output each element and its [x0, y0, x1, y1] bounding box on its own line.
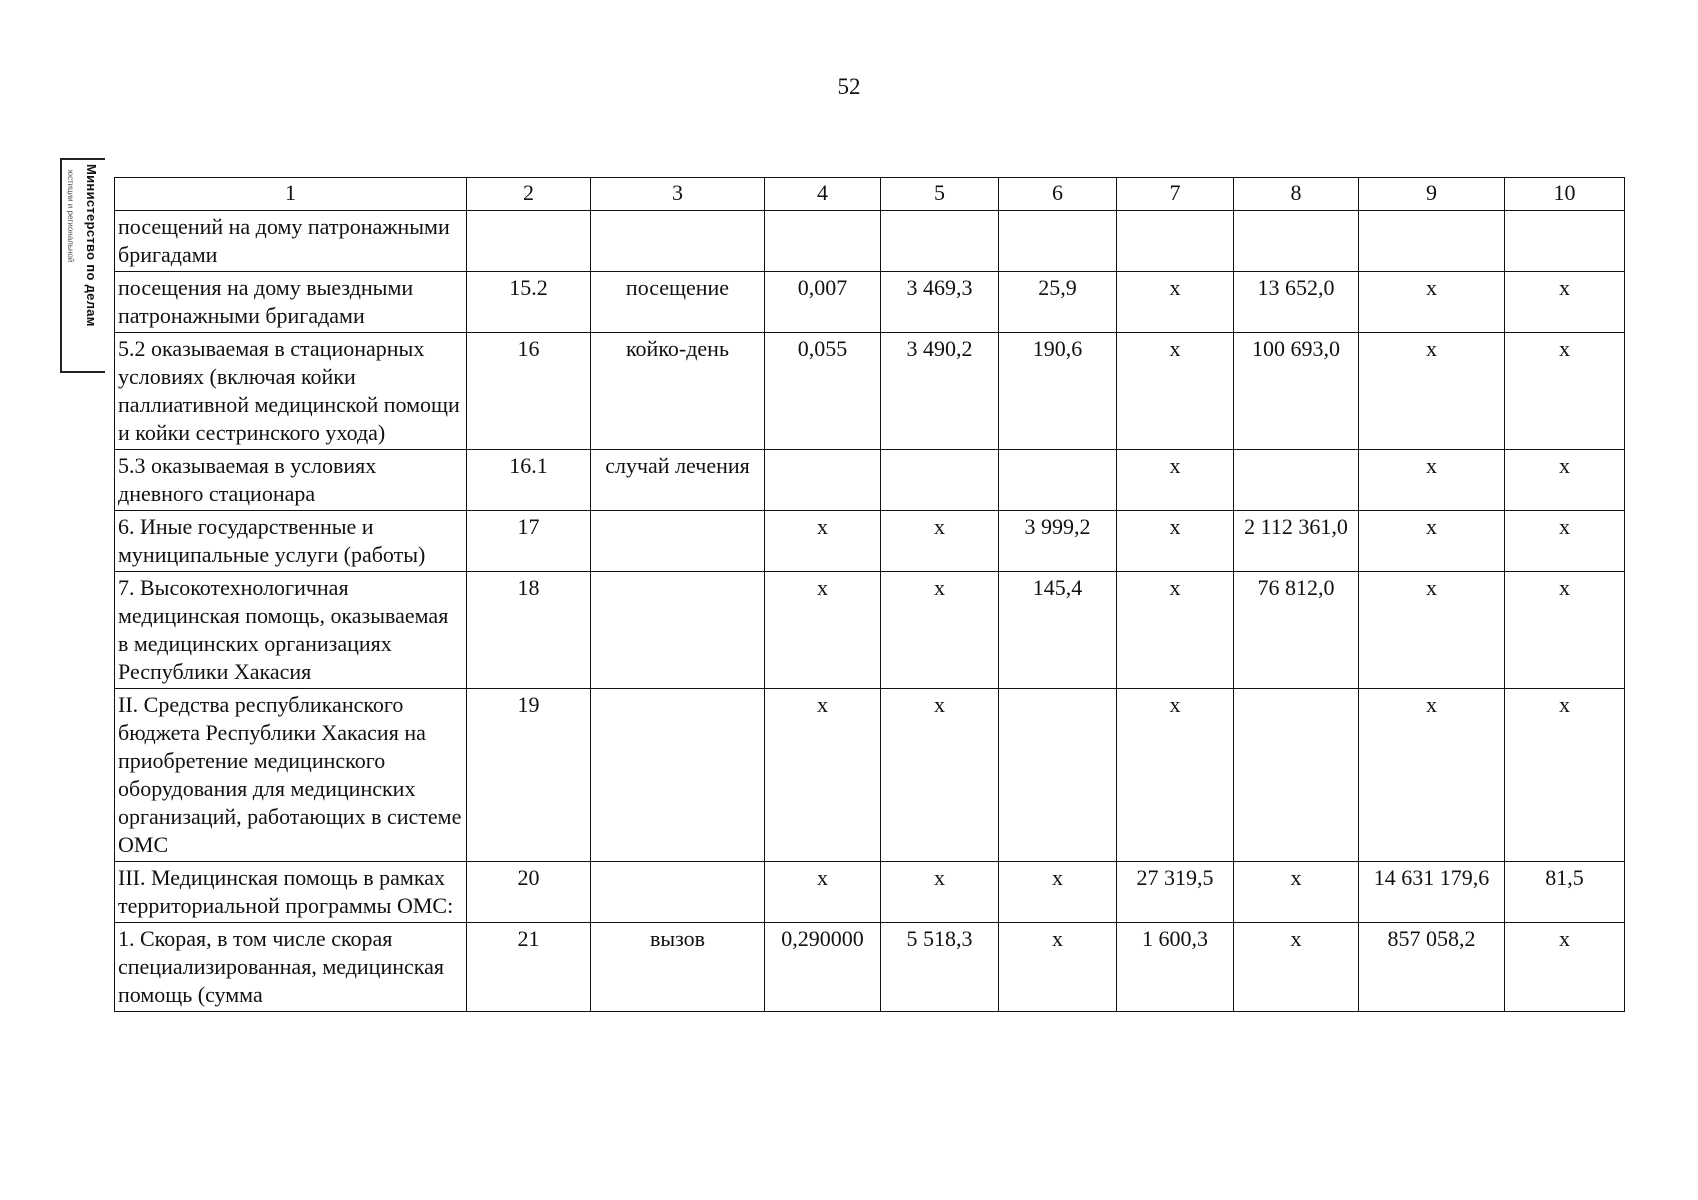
- value-cell: [765, 450, 881, 511]
- header-row: [115, 178, 1625, 211]
- table-row: [115, 450, 1625, 511]
- row-label: 6. Иные государственные и муниципальные услуги (работы): [115, 511, 467, 572]
- value-cell: х: [999, 923, 1117, 1012]
- value-cell: х: [1505, 923, 1625, 1012]
- value-cell: [1234, 450, 1359, 511]
- value-cell: х: [1234, 923, 1359, 1012]
- unit-cell: [591, 572, 765, 689]
- unit-cell: вызов: [591, 923, 765, 1012]
- header-cell-7: 7: [1117, 178, 1234, 211]
- value-cell: х: [1359, 511, 1505, 572]
- value-cell: 3 469,3: [881, 272, 999, 333]
- table-row: [115, 689, 1625, 862]
- value-cell: х: [765, 572, 881, 689]
- table-row: [115, 511, 1625, 572]
- value-cell: 0,290000: [765, 923, 881, 1012]
- stamp-subtext: юстиции и региональной: [66, 170, 75, 263]
- header-cell-3: 3: [591, 178, 765, 211]
- value-cell: х: [881, 689, 999, 862]
- registration-stamp: [60, 158, 105, 373]
- value-cell: [765, 211, 881, 272]
- value-cell: х: [765, 689, 881, 862]
- stamp-text: Министерство по делам: [84, 164, 99, 327]
- value-cell: 76 812,0: [1234, 572, 1359, 689]
- table-row: [115, 333, 1625, 450]
- value-cell: 3 490,2: [881, 333, 999, 450]
- unit-cell: [591, 689, 765, 862]
- value-cell: х: [1359, 333, 1505, 450]
- value-cell: [999, 689, 1117, 862]
- value-cell: х: [1505, 572, 1625, 689]
- row-code: 18: [467, 572, 591, 689]
- value-cell: х: [1505, 689, 1625, 862]
- value-cell: х: [765, 511, 881, 572]
- value-cell: х: [881, 572, 999, 689]
- row-label: посещения на дому выездными патронажными бригадами: [115, 272, 467, 333]
- row-label: III. Медицинская помощь в рамках территориальной программы ОМС:: [115, 862, 467, 923]
- unit-cell: койко-день: [591, 333, 765, 450]
- value-cell: 81,5: [1505, 862, 1625, 923]
- value-cell: х: [765, 862, 881, 923]
- value-cell: х: [1359, 689, 1505, 862]
- row-label: посещений на дому патронажными бригадами: [115, 211, 467, 272]
- value-cell: х: [999, 862, 1117, 923]
- value-cell: х: [1117, 333, 1234, 450]
- value-cell: 13 652,0: [1234, 272, 1359, 333]
- value-cell: 857 058,2: [1359, 923, 1505, 1012]
- row-code: 20: [467, 862, 591, 923]
- unit-cell: [591, 862, 765, 923]
- row-label: 5.3 оказываемая в условиях дневного стационара: [115, 450, 467, 511]
- value-cell: х: [1359, 450, 1505, 511]
- value-cell: [1234, 211, 1359, 272]
- value-cell: [1359, 211, 1505, 272]
- value-cell: [999, 211, 1117, 272]
- table-row: [115, 272, 1625, 333]
- row-code: 15.2: [467, 272, 591, 333]
- row-code: 16.1: [467, 450, 591, 511]
- row-code: [467, 211, 591, 272]
- value-cell: х: [881, 862, 999, 923]
- value-cell: х: [1234, 862, 1359, 923]
- value-cell: 25,9: [999, 272, 1117, 333]
- value-cell: х: [1505, 333, 1625, 450]
- unit-cell: [591, 211, 765, 272]
- data-table: [114, 177, 1625, 1012]
- header-cell-6: 6: [999, 178, 1117, 211]
- row-code: 16: [467, 333, 591, 450]
- value-cell: х: [1359, 572, 1505, 689]
- value-cell: 5 518,3: [881, 923, 999, 1012]
- value-cell: х: [1117, 689, 1234, 862]
- value-cell: х: [1505, 272, 1625, 333]
- table-row: [115, 923, 1625, 1012]
- value-cell: х: [1359, 272, 1505, 333]
- unit-cell: случай лечения: [591, 450, 765, 511]
- value-cell: [999, 450, 1117, 511]
- value-cell: [1505, 211, 1625, 272]
- page-number: 52: [837, 74, 861, 99]
- row-code: 17: [467, 511, 591, 572]
- value-cell: 190,6: [999, 333, 1117, 450]
- row-code: 19: [467, 689, 591, 862]
- table-row: [115, 211, 1625, 272]
- value-cell: 0,007: [765, 272, 881, 333]
- header-cell-4: 4: [765, 178, 881, 211]
- value-cell: [881, 211, 999, 272]
- value-cell: 100 693,0: [1234, 333, 1359, 450]
- header-cell-10: 10: [1505, 178, 1625, 211]
- header-cell-9: 9: [1359, 178, 1505, 211]
- unit-cell: [591, 511, 765, 572]
- value-cell: 1 600,3: [1117, 923, 1234, 1012]
- row-label: II. Средства республиканского бюджета Республики Хакасия на приобретение медицинского оборудования для медицинских организаций, работающих в системе ОМС: [115, 689, 467, 862]
- value-cell: х: [1117, 450, 1234, 511]
- header-cell-5: 5: [881, 178, 999, 211]
- value-cell: [1234, 689, 1359, 862]
- value-cell: х: [1117, 572, 1234, 689]
- value-cell: 3 999,2: [999, 511, 1117, 572]
- value-cell: х: [881, 511, 999, 572]
- row-label: 1. Скорая, в том числе скорая специализированная, медицинская помощь (сумма: [115, 923, 467, 1012]
- table-row: [115, 862, 1625, 923]
- value-cell: х: [1117, 272, 1234, 333]
- value-cell: 27 319,5: [1117, 862, 1234, 923]
- header-cell-2: 2: [467, 178, 591, 211]
- table-row: [115, 572, 1625, 689]
- row-code: 21: [467, 923, 591, 1012]
- value-cell: 2 112 361,0: [1234, 511, 1359, 572]
- header-cell-1: 1: [115, 178, 467, 211]
- value-cell: 0,055: [765, 333, 881, 450]
- value-cell: [881, 450, 999, 511]
- value-cell: х: [1505, 511, 1625, 572]
- row-label: 5.2 оказываемая в стационарных условиях (включая койки паллиативной медицинской помощи и койки сестринского ухода): [115, 333, 467, 450]
- unit-cell: посещение: [591, 272, 765, 333]
- value-cell: [1117, 211, 1234, 272]
- value-cell: 145,4: [999, 572, 1117, 689]
- header-cell-8: 8: [1234, 178, 1359, 211]
- value-cell: х: [1117, 511, 1234, 572]
- row-label: 7. Высокотехнологичная медицинская помощь, оказываемая в медицинских организациях Республики Хакасия: [115, 572, 467, 689]
- value-cell: 14 631 179,6: [1359, 862, 1505, 923]
- value-cell: х: [1505, 450, 1625, 511]
